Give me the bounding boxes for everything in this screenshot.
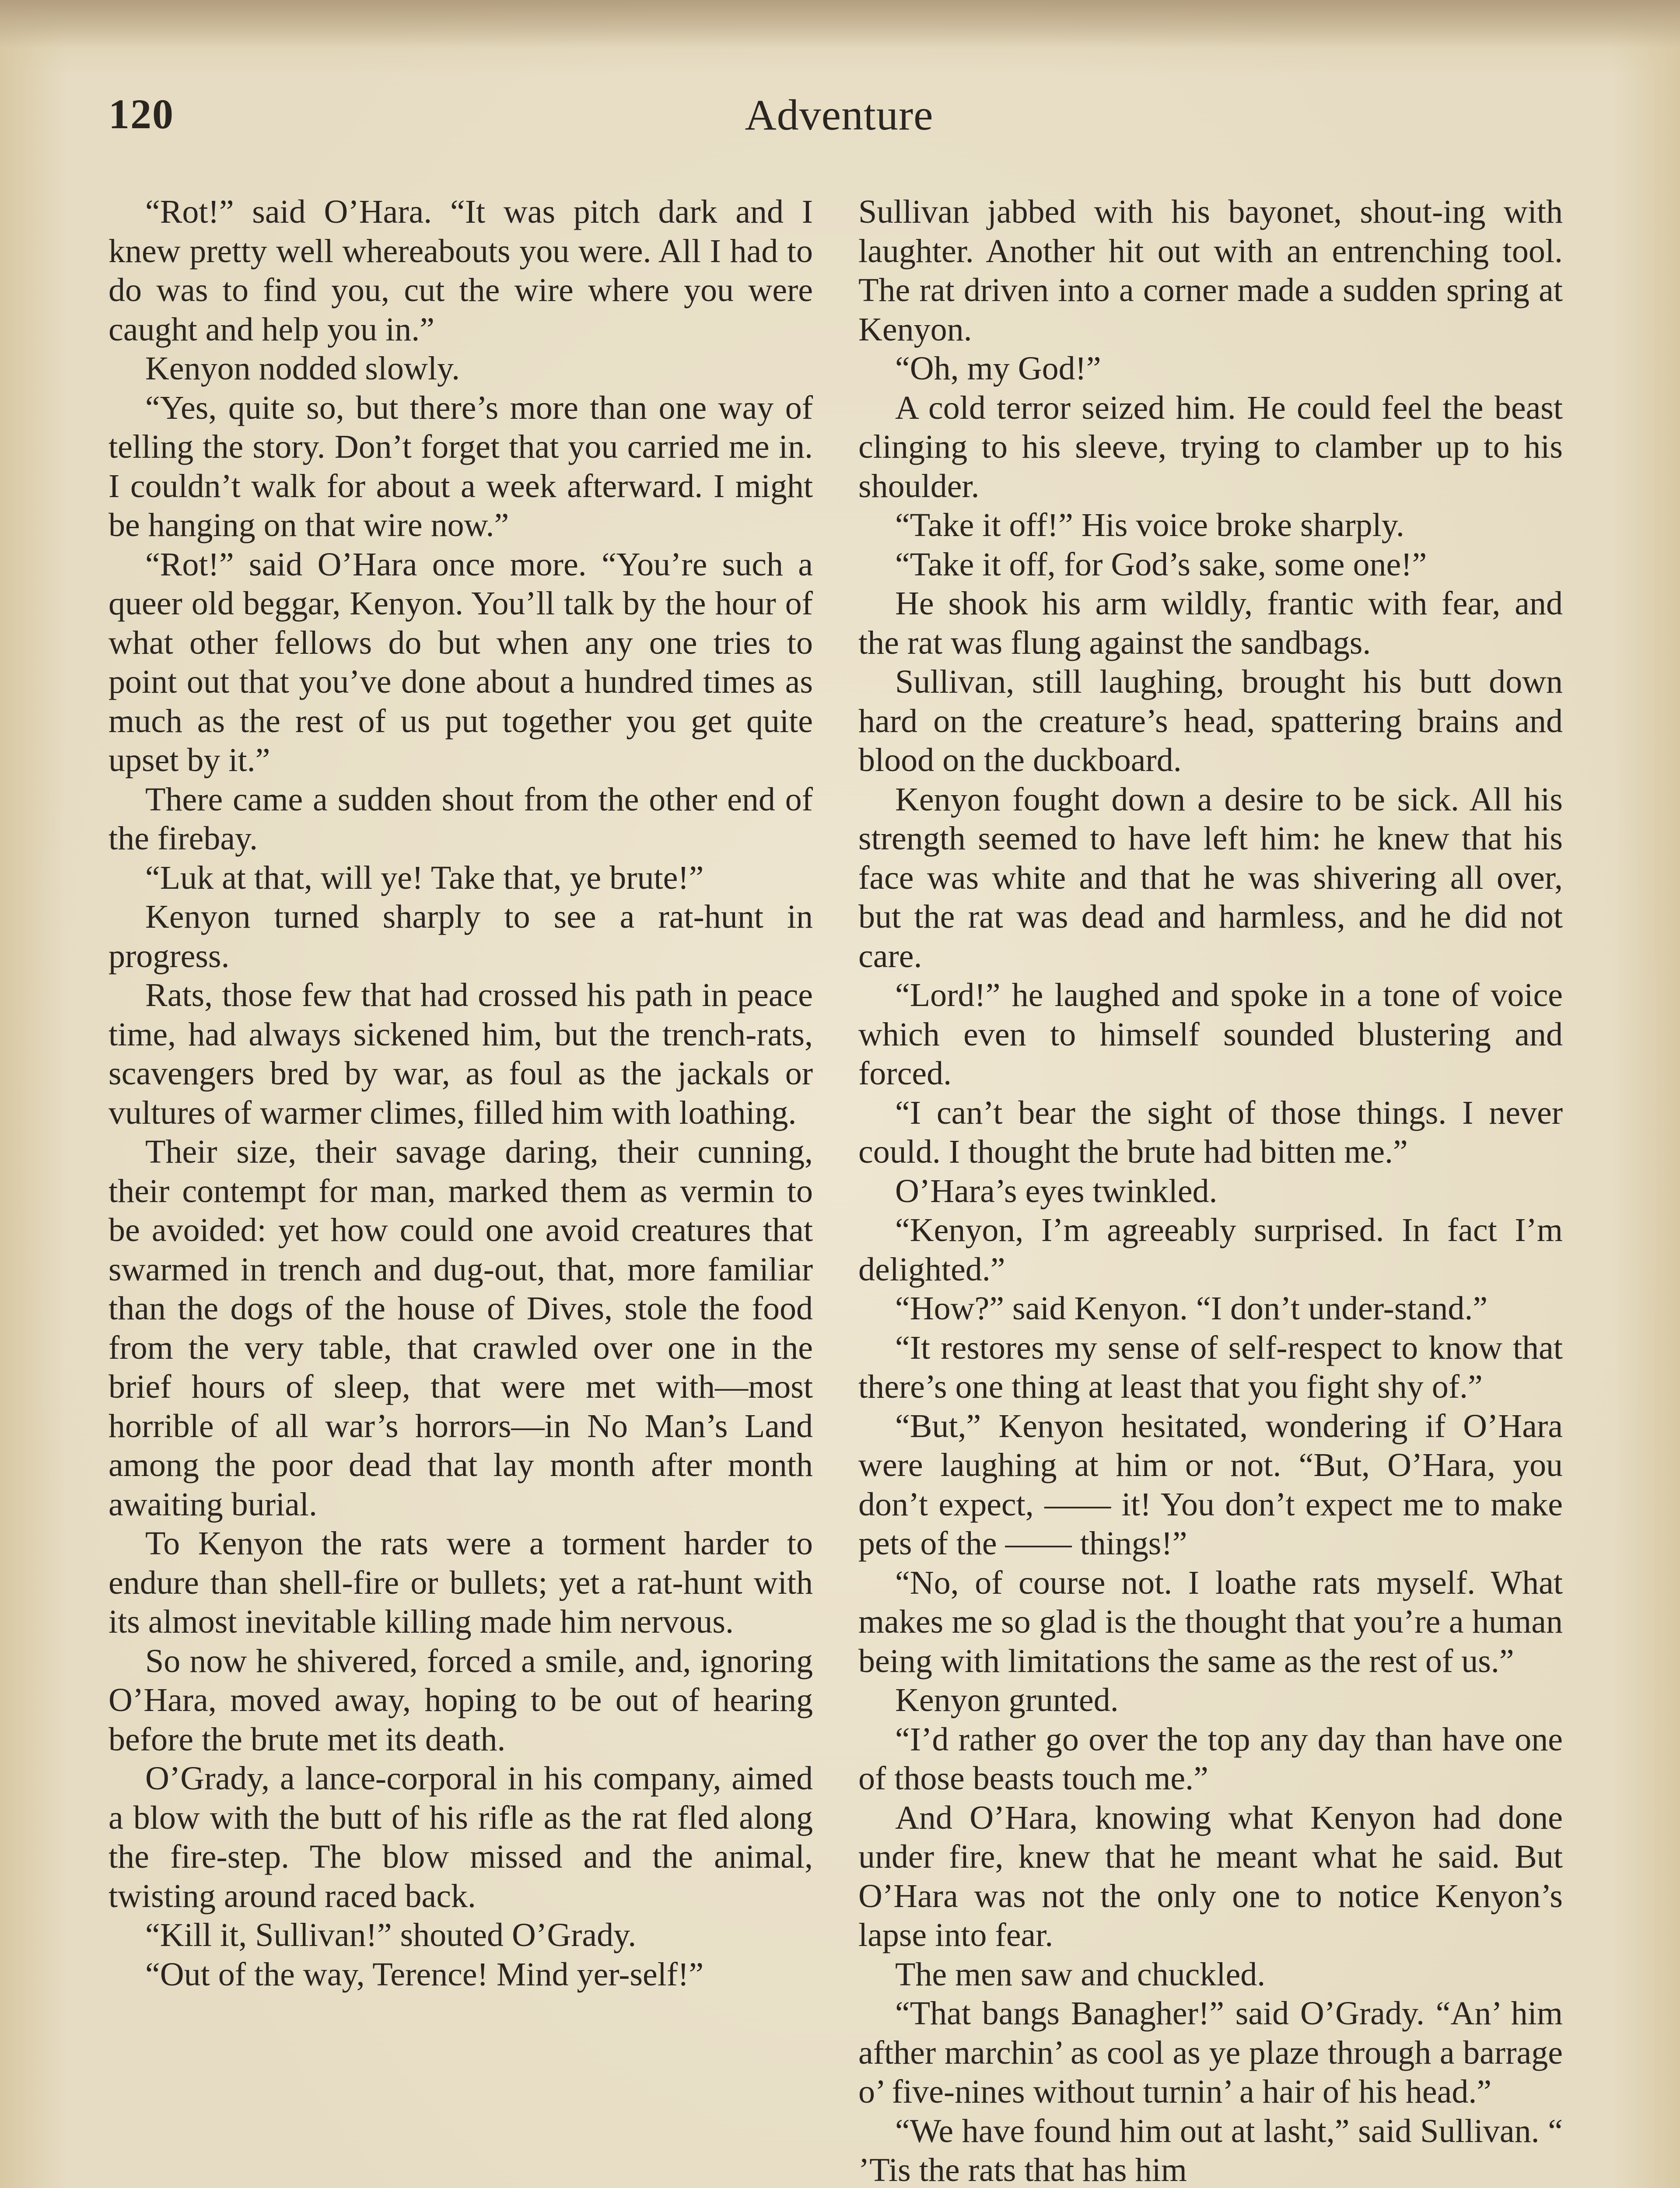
paragraph: “Take it off!” His voice broke sharply.: [895, 507, 1404, 543]
paragraph: “Yes, quite so, but there’s more than one way of telling the story. Don’t forget that you carried me in. I couldn’t walk for about a week afterward. I might be hanging on that wire now.”: [108, 389, 813, 543]
paragraph: Their size, their savage daring, their cunning, their contempt for man, marked them as vermin to be avoided: yet how could one avoid creatures that swarmed in trench and dug-out, that, more familiar than the dogs of the house of Dives, stole the food from the very table, that crawled over one in the brief hours of sleep, that were met with—most horrible of all war’s horrors—in No Man’s Land among the poor dead that lay month after month awaiting burial.: [108, 1133, 813, 1523]
paragraph: “Oh, my God!”: [895, 350, 1101, 387]
paragraph: “It restores my sense of self-respect to know that there’s one thing at least that you fight shy of.”: [858, 1329, 1563, 1405]
paragraph: “That bangs Banagher!” said O’Grady. “An’ him afther marchin’ as cool as ye plaze through a barrage o’ five-nines without turnin’ a hair of his head.”: [858, 1995, 1563, 2110]
paragraph: “Kenyon, I’m agreeably surprised. In fact I’m delighted.”: [858, 1212, 1563, 1288]
paragraph: Kenyon grunted.: [895, 1682, 1119, 1718]
paragraph: Sullivan, still laughing, brought his butt down hard on the creature’s head, spattering brains and blood on the duckboard.: [858, 663, 1563, 778]
left-text-column: [108, 193, 813, 1994]
paragraph: “How?” said Kenyon. “I don’t under-stand.”: [895, 1290, 1488, 1327]
paragraph: Sullivan jabbed with his bayonet, shout-ing with laughter. Another hit out with an entrenching tool. The rat driven into a corner made a sudden spring at Kenyon.: [858, 193, 1563, 348]
paragraph: “Rot!” said O’Hara. “It was pitch dark and I knew pretty well whereabouts you were. All I had to do was to find you, cut the wire where you were caught and help you in.”: [108, 193, 813, 348]
paragraph: A cold terror seized him. He could feel the beast clinging to his sleeve, trying to clamber up to his shoulder.: [858, 389, 1563, 505]
paragraph: There came a sudden shout from the other end of the firebay.: [108, 781, 813, 857]
paragraph: Kenyon fought down a desire to be sick. All his strength seemed to have left him: he knew that his face was white and that he was shivering all over, but the rat was dead and harmless, and he did not care.: [858, 781, 1563, 975]
paragraph: And O’Hara, knowing what Kenyon had done under fire, knew that he meant what he said. But O’Hara was not the only one to notice Kenyon’s lapse into fear.: [858, 1799, 1563, 1953]
paragraph: “Out of the way, Terence! Mind yer-self!”: [145, 1956, 704, 1993]
paragraph: “No, of course not. I loathe rats myself. What makes me so glad is the thought that you’re a human being with limitations the same as the rest of us.”: [858, 1564, 1563, 1680]
running-title: Adventure: [745, 91, 934, 139]
paragraph: “Lord!” he laughed and spoke in a tone of voice which even to himself sounded blustering and forced.: [858, 977, 1563, 1092]
paragraph: He shook his arm wildly, frantic with fear, and the rat was flung against the sandbags.: [858, 585, 1563, 661]
right-text-column: [858, 193, 1563, 2188]
paragraph: O’Grady, a lance-corporal in his company, aimed a blow with the butt of his rifle as the rat fled along the fire-step. The blow missed and the animal, twisting around raced back.: [108, 1760, 813, 1914]
page-header: [108, 90, 1570, 151]
paragraph: So now he shivered, forced a smile, and, ignoring O’Hara, moved away, hoping to be out of hearing before the brute met its death.: [108, 1642, 813, 1758]
page-number: 120: [108, 91, 174, 137]
paragraph: “We have found him out at lasht,” said Sullivan. “ ’Tis the rats that has him: [858, 2112, 1563, 2188]
paragraph: Rats, those few that had crossed his path in peace time, had always sickened him, but the trench-rats, scavengers bred by war, as foul as the jackals or vultures of warmer climes, filled him with loathing.: [108, 977, 813, 1131]
paragraph: To Kenyon the rats were a torment harder to endure than shell-fire or bullets; yet a rat-hunt with its almost inevitable killing made him nervous.: [108, 1525, 813, 1640]
paragraph: “Take it off, for God’s sake, some one!”: [895, 546, 1427, 583]
page-top-edge: [0, 0, 1680, 48]
paragraph: “Luk at that, will ye! Take that, ye brute!”: [145, 859, 704, 896]
paragraph: “I’d rather go over the top any day than have one of those beasts touch me.”: [858, 1721, 1563, 1797]
paragraph: Kenyon turned sharply to see a rat-hunt in progress.: [108, 898, 813, 975]
paragraph: “But,” Kenyon hesitated, wondering if O’Hara were laughing at him or not. “But, O’Hara, you don’t expect, —— it! You don’t expect me to make pets of the —— things!”: [858, 1407, 1563, 1562]
paragraph: O’Hara’s eyes twinkled.: [895, 1172, 1218, 1210]
paragraph: Kenyon nodded slowly.: [145, 350, 460, 387]
paragraph: “I can’t bear the sight of those things. I never could. I thought the brute had bitten me.”: [858, 1094, 1563, 1170]
paragraph: The men saw and chuckled.: [895, 1956, 1266, 1993]
paragraph: “Kill it, Sullivan!” shouted O’Grady.: [145, 1917, 637, 1953]
paragraph: “Rot!” said O’Hara once more. “You’re such a queer old beggar, Kenyon. You’ll talk by the hour of what other fellows do but when any one tries to point out that you’ve done about a hundred times as much as the rest of us put together you get quite upset by it.”: [108, 546, 813, 778]
